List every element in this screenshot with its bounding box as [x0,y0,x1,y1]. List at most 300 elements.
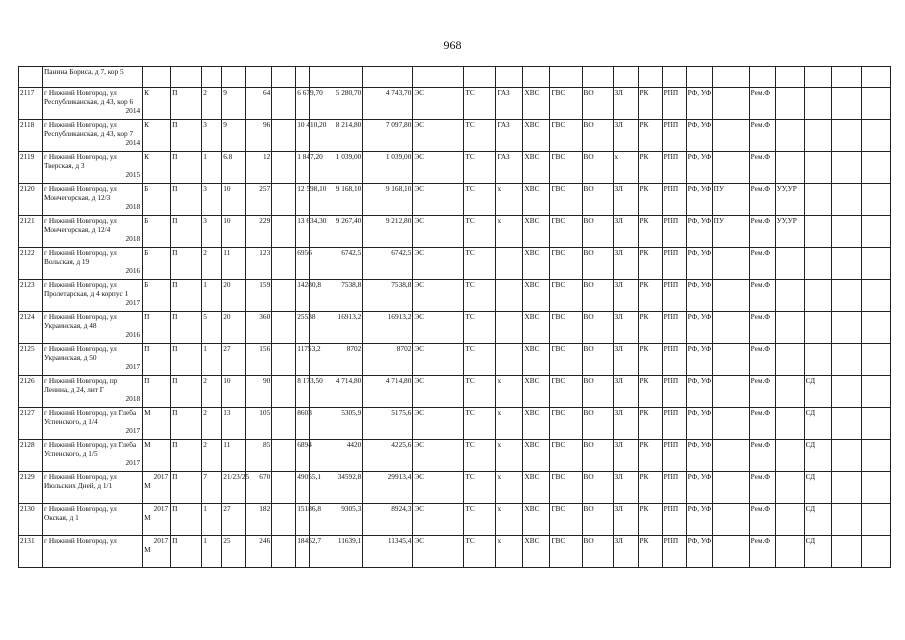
table-cell: ТС [464,440,496,472]
table-cell [222,67,246,88]
build-year: 2018 [125,394,141,403]
table-cell: СД [804,472,831,504]
table-cell: ГАЗ [496,152,523,184]
table-cell [861,536,890,568]
row-number-cell: 2129 [19,472,43,504]
table-cell [272,376,296,408]
table-cell [804,216,831,248]
table-cell: ГВС [550,536,582,568]
table-cell [712,248,749,280]
table-cell: ТС [464,408,496,440]
build-year: 2016 [125,266,141,275]
table-cell: РПП [662,536,686,568]
table-cell: ВО [582,440,613,472]
table-cell: РФ, УФ [686,344,712,376]
address-text: г Нижний Новгород, ул Июльских Дней, д 1/1 [44,472,117,490]
table-cell [831,88,861,120]
table-cell: РФ, УФ [686,88,712,120]
table-cell: ГАЗ [496,88,523,120]
table-row [19,280,891,312]
table-cell [712,536,749,568]
table-cell [775,440,804,472]
table-cell [775,344,804,376]
table-cell [861,152,890,184]
table-cell: РК [638,184,662,216]
table-cell [496,248,523,280]
residential-area-cell: 11345,4 [363,536,413,568]
table-cell: РФ, УФ [686,120,712,152]
table-cell: РФ, УФ [686,312,712,344]
table-cell: ВО [582,504,613,536]
table-cell: 11 [222,440,246,472]
table-row [19,216,891,248]
table-cell: ЭС [413,312,464,344]
residential-area-cell: 5175,6 [363,408,413,440]
row-number-cell: 2124 [19,312,43,344]
table-cell [861,216,890,248]
table-cell [296,67,310,88]
residential-area-cell: 7538,8 [363,280,413,312]
table-cell: ГВС [550,248,582,280]
table-cell: ГВС [550,376,582,408]
total-area-cell: 49055,1 [296,472,310,504]
table-cell [272,248,296,280]
table-cell: РК [638,120,662,152]
table-cell [775,120,804,152]
table-cell: ГВС [550,344,582,376]
address-text: г Нижний Новгород, ул Вольская, д 19 [44,248,117,266]
build-year: 2017 [125,426,141,435]
address-cell [43,280,143,312]
table-cell: ХВС [523,184,550,216]
table-cell: ГВС [550,504,582,536]
table-cell: РПП [662,280,686,312]
table-cell: ВО [582,536,613,568]
table-cell: РК [638,88,662,120]
table-cell: П [171,344,202,376]
table-cell: 1 [202,504,222,536]
table-cell: 5 [202,312,222,344]
build-year: 2017 [125,458,141,467]
table-cell: ВО [582,344,613,376]
living-area-cell: 9 168,10 [310,184,363,216]
residential-area-cell: 8702 [363,344,413,376]
table-cell: ЗЛ [613,440,638,472]
table-cell: ВО [582,280,613,312]
table-cell: ГВС [550,88,582,120]
table-cell: 13 [222,408,246,440]
table-cell [272,152,296,184]
row-number-cell: 2122 [19,248,43,280]
table-cell [861,120,890,152]
table-cell: 85 [246,440,272,472]
table-cell: ХВС [523,152,550,184]
table-cell: М [143,408,171,440]
table-cell: ХВС [523,120,550,152]
total-area-cell: 8603 [296,408,310,440]
total-area-cell: 25538 [296,312,310,344]
table-cell: ТС [464,88,496,120]
table-cell: х [613,152,638,184]
table-cell: РК [638,536,662,568]
table-cell: РПП [662,152,686,184]
table-cell: Рем.Ф [749,408,775,440]
table-cell: ТС [464,280,496,312]
build-year: 2017 [125,362,141,371]
table-cell: 246 [246,536,272,568]
residential-area-cell: 8924,3 [363,504,413,536]
table-cell: х [496,504,523,536]
table-row [19,376,891,408]
table-cell: ЭС [413,376,464,408]
table-cell: х [496,216,523,248]
table-cell [686,67,712,88]
living-area-cell: 5 280,70 [310,88,363,120]
address-cell [43,248,143,280]
table-cell: ГВС [550,152,582,184]
table-cell: 2 [202,88,222,120]
table-cell: РПП [662,440,686,472]
total-area-cell: 11753,2 [296,344,310,376]
table-cell [712,280,749,312]
table-body [19,67,891,568]
table-cell [496,280,523,312]
row-number-cell: 2126 [19,376,43,408]
table-cell [272,184,296,216]
row-number-cell: 2128 [19,440,43,472]
table-cell: ГВС [550,312,582,344]
table-cell [861,280,890,312]
table-cell: К [143,152,171,184]
row-number-cell: 2125 [19,344,43,376]
table-cell: ТС [464,120,496,152]
table-cell: 9 [222,88,246,120]
table-cell [19,67,43,88]
table-cell: Рем.Ф [749,312,775,344]
table-cell [775,152,804,184]
table-cell [861,376,890,408]
build-year: 2015 [125,170,141,179]
table-cell: ЭС [413,248,464,280]
table-cell [831,376,861,408]
address-text: г Нижний Новгород, пр Ленина, д 24, лит Г [44,376,118,394]
table-cell: 229 [246,216,272,248]
table-cell: 27 [222,504,246,536]
table-cell: ВО [582,216,613,248]
table-cell: ВО [582,88,613,120]
table-cell: 2 [202,440,222,472]
total-area-cell: 6956 [296,248,310,280]
table-cell: ЭС [413,280,464,312]
table-cell [861,312,890,344]
table-cell: ЭС [413,344,464,376]
table-cell: Рем.Ф [749,152,775,184]
table-cell: ХВС [523,280,550,312]
table-cell [413,67,464,88]
table-cell: П [171,312,202,344]
table-cell: ПУ [712,216,749,248]
table-cell [861,67,890,88]
table-cell [804,312,831,344]
table-cell: 10 [222,376,246,408]
address-cell [43,440,143,472]
table-cell [712,152,749,184]
table-cell: П [171,376,202,408]
table-cell: Рем.Ф [749,216,775,248]
total-area-cell: 12 598,10 [296,184,310,216]
table-cell: К [143,88,171,120]
table-cell [831,120,861,152]
row-number-cell: 2120 [19,184,43,216]
row-number-cell: 2117 [19,88,43,120]
table-cell: ХВС [523,472,550,504]
material-code: М [144,513,151,522]
table-cell: 90 [246,376,272,408]
table-cell: Рем.Ф [749,472,775,504]
table-cell: РК [638,216,662,248]
table-cell: 6.8 [222,152,246,184]
table-cell [523,67,550,88]
table-cell: х [496,440,523,472]
table-cell: ХВС [523,376,550,408]
residential-area-cell: 29913,4 [363,472,413,504]
address-text: г Нижний Новгород, ул Украинская, д 48 [44,312,117,330]
table-row [19,88,891,120]
table-cell: РФ, УФ [686,504,712,536]
living-area-cell: 8 214,80 [310,120,363,152]
table-cell [638,67,662,88]
table-cell: РФ, УФ [686,248,712,280]
living-area-cell: 5305,9 [310,408,363,440]
table-cell: СД [804,536,831,568]
table-cell: Рем.Ф [749,248,775,280]
table-cell: Рем.Ф [749,440,775,472]
residential-area-cell: 4 743,70 [363,88,413,120]
table-cell: К [143,120,171,152]
table-cell [775,536,804,568]
table-cell: П [143,312,171,344]
table-cell: П [171,88,202,120]
table-cell [712,376,749,408]
table-cell: ГВС [550,184,582,216]
table-cell: 2 [202,248,222,280]
table-cell: ХВС [523,216,550,248]
table-cell [831,216,861,248]
table-cell: СД [804,408,831,440]
table-cell [831,280,861,312]
table-cell: ЗЛ [613,376,638,408]
total-area-cell: 6 679,70 [296,88,310,120]
table-cell: ХВС [523,536,550,568]
build-year: 2018 [125,234,141,243]
table-cell: 27 [222,344,246,376]
table-cell: П [143,344,171,376]
table-cell [143,67,171,88]
table-cell: ВО [582,408,613,440]
table-cell: Рем.Ф [749,536,775,568]
table-cell [272,536,296,568]
table-cell: ХВС [523,504,550,536]
table-cell [496,312,523,344]
table-cell: П [171,248,202,280]
table-cell: ЗЛ [613,504,638,536]
build-year: 2017 [125,298,141,307]
build-year: 2017 [153,536,169,545]
table-cell: РФ, УФ [686,152,712,184]
table-cell: 96 [246,120,272,152]
address-cell [43,472,143,504]
table-cell: П [171,536,202,568]
table-cell: ЗЛ [613,216,638,248]
table-cell: ЗЛ [613,536,638,568]
table-cell: 1 [202,344,222,376]
total-area-cell: 13 634,30 [296,216,310,248]
table-cell: Б [143,280,171,312]
table-cell: ВО [582,152,613,184]
table-cell [861,88,890,120]
table-cell: 20 [222,312,246,344]
table-cell: ТС [464,376,496,408]
living-area-cell: 9305,3 [310,504,363,536]
table-cell: РФ, УФ [686,472,712,504]
table-cell [804,184,831,216]
table-cell: РК [638,504,662,536]
build-year: 2017 [153,504,169,513]
table-cell: ГВС [550,216,582,248]
table-cell [712,440,749,472]
table-cell [712,312,749,344]
table-cell: 1 [202,152,222,184]
page-number: 968 [443,38,462,52]
table-cell [712,344,749,376]
living-area-cell: 9 267,40 [310,216,363,248]
table-cell: УУ,УР [775,184,804,216]
table-cell: ВО [582,472,613,504]
table-cell [272,67,296,88]
table-cell: ХВС [523,312,550,344]
address-text: г Нижний Новгород, ул Украинская, д 50 [44,344,117,362]
living-area-cell: 16913,2 [310,312,363,344]
table-cell: ВО [582,248,613,280]
table-cell: 11 [222,248,246,280]
table-cell: П [171,472,202,504]
table-cell: 3 [202,120,222,152]
table-cell [831,152,861,184]
table-cell: М [143,440,171,472]
table-cell [363,67,413,88]
table-cell [712,88,749,120]
table-cell: ТС [464,504,496,536]
table-cell: ЭС [413,152,464,184]
table-cell [246,67,272,88]
living-area-cell: 4 714,80 [310,376,363,408]
address-cell [43,120,143,152]
table-cell [143,504,171,536]
address-text: г Нижний Новгород, ул Мончегорская, д 12/3 [44,184,117,202]
table-cell [831,184,861,216]
table-cell [775,312,804,344]
address-cell [43,408,143,440]
table-cell: ЭС [413,504,464,536]
table-cell: СД [804,440,831,472]
total-area-cell: 8 173,50 [296,376,310,408]
table-cell: РПП [662,376,686,408]
total-area-cell: 18452,7 [296,536,310,568]
table-cell [613,67,638,88]
table-cell [272,120,296,152]
row-number-cell: 2123 [19,280,43,312]
table-row [19,152,891,184]
row-number-cell: 2131 [19,536,43,568]
row-number-cell: 2118 [19,120,43,152]
table-cell [775,67,804,88]
table-cell [712,504,749,536]
table-cell: ХВС [523,408,550,440]
table-cell: ТС [464,536,496,568]
table-cell: РФ, УФ [686,440,712,472]
table-cell [804,344,831,376]
table-cell: 21/23/25 [222,472,246,504]
table-cell: ЗЛ [613,248,638,280]
table-cell [202,67,222,88]
table-cell [272,312,296,344]
table-cell: П [171,184,202,216]
table-cell: 123 [246,248,272,280]
build-year: 2014 [125,138,141,147]
table-cell [831,536,861,568]
table-cell: 182 [246,504,272,536]
table-row [19,408,891,440]
table-cell: РПП [662,184,686,216]
table-cell: 64 [246,88,272,120]
table-cell: ХВС [523,344,550,376]
table-cell: ЗЛ [613,408,638,440]
build-year: 2016 [125,330,141,339]
table-cell: ПУ [712,184,749,216]
table-cell [861,344,890,376]
table-cell: х [496,472,523,504]
table-cell: П [171,440,202,472]
table-cell [831,344,861,376]
table-cell: РПП [662,216,686,248]
table-cell [861,504,890,536]
address-text: г Нижний Новгород, ул [44,536,117,545]
table-cell [804,280,831,312]
table-cell: РПП [662,344,686,376]
table-cell: Рем.Ф [749,344,775,376]
table-cell [831,312,861,344]
table-cell: ТС [464,248,496,280]
living-area-cell: 7538,8 [310,280,363,312]
table-cell [831,504,861,536]
row-number-cell: 2121 [19,216,43,248]
table-cell: ТС [464,184,496,216]
total-area-cell: 1 847,20 [296,152,310,184]
table-cell [310,67,363,88]
table-cell [272,504,296,536]
address-text: г Нижний Новгород, ул Тверская, д 3 [44,152,117,170]
table-cell: Рем.Ф [749,120,775,152]
table-cell: ТС [464,152,496,184]
table-cell: ЗЛ [613,184,638,216]
table-row [19,536,891,568]
table-cell [272,440,296,472]
table-cell: РК [638,248,662,280]
table-cell: ВО [582,120,613,152]
table-cell: ГВС [550,472,582,504]
table-cell: РПП [662,248,686,280]
table-cell [496,67,523,88]
